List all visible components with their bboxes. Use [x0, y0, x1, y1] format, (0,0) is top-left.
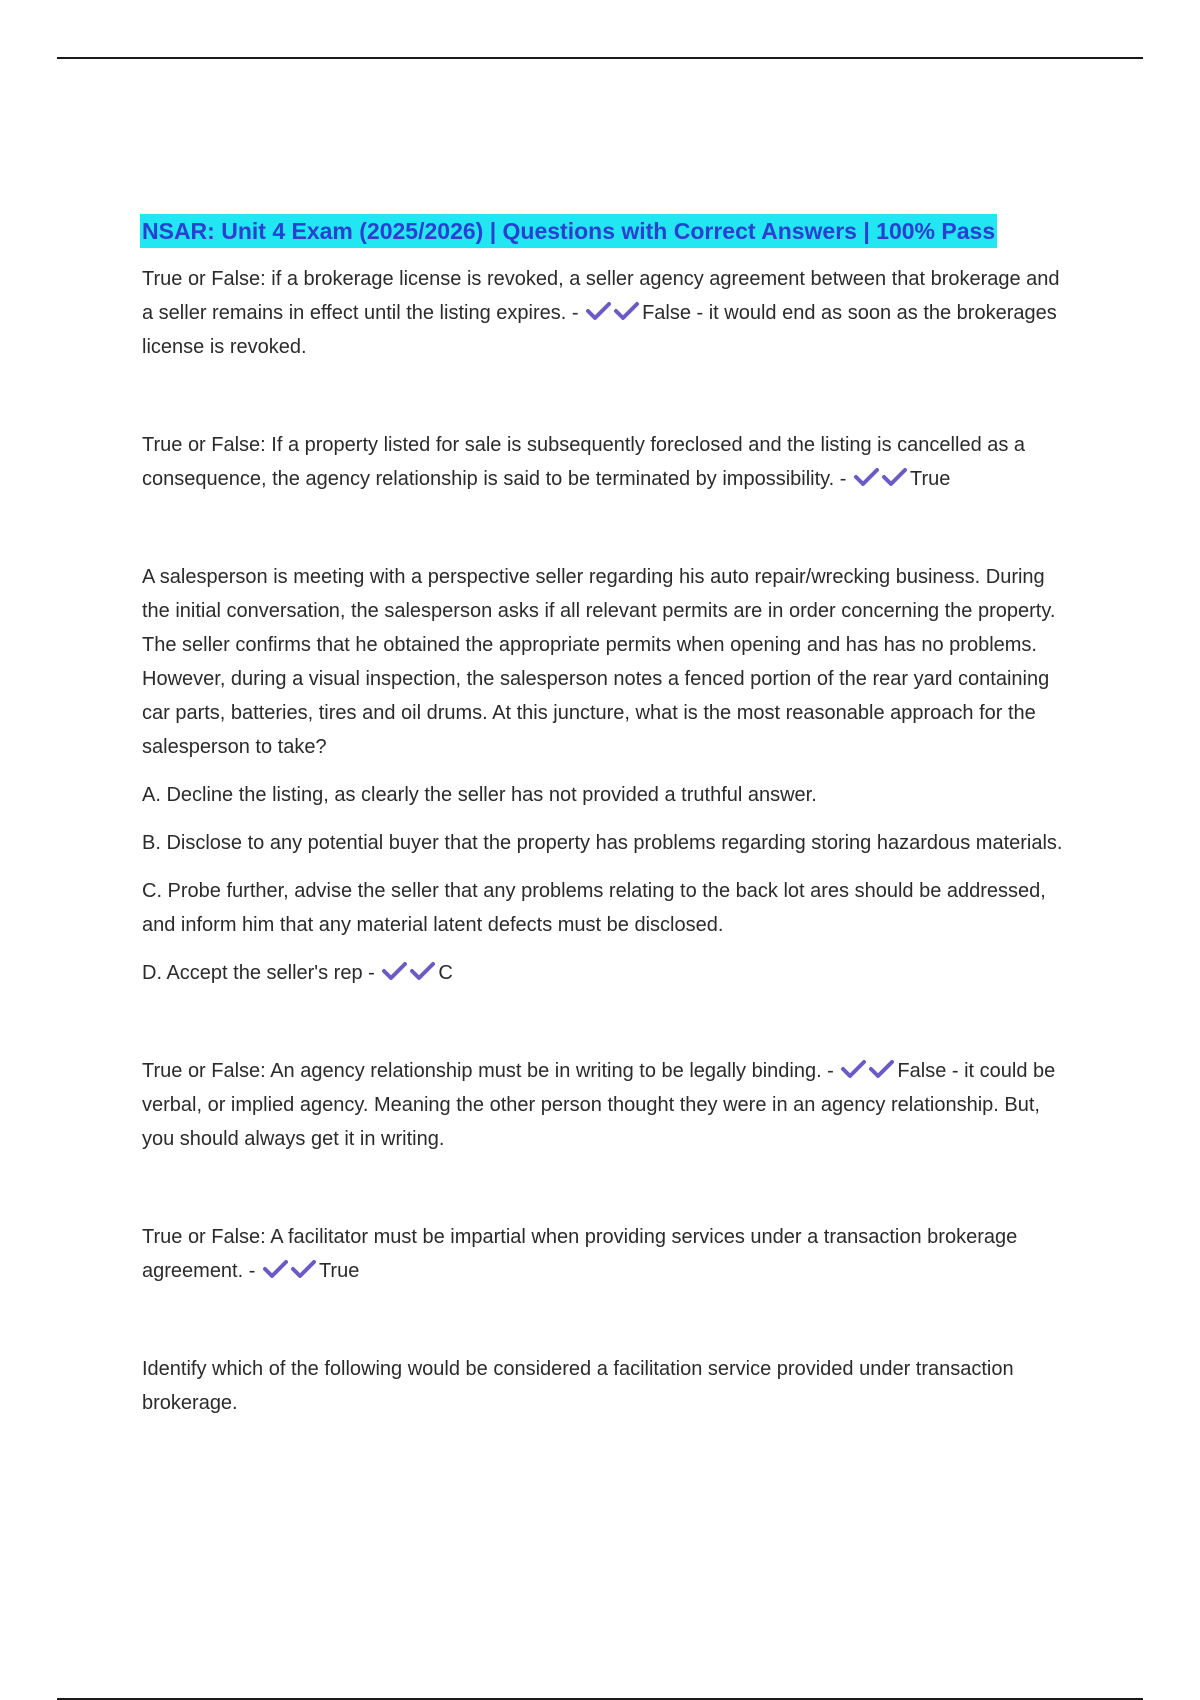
- double-check-icon: [840, 1058, 896, 1080]
- qa-item-1: [142, 262, 1072, 364]
- document-body: [142, 214, 1072, 1420]
- answer-text: C: [438, 962, 453, 984]
- question-text: Identify which of the following would be considered a facilitation service provided under transaction brokerage.: [142, 1358, 1014, 1414]
- answer-text: False - it could be verbal, or implied agency. Meaning the other person thought they were in an agency relationship. But, you should always get it in writing.: [142, 1060, 1056, 1150]
- document-title: NSAR: Unit 4 Exam (2025/2026) | Questions with Correct Answers | 100% Pass: [140, 214, 997, 248]
- answer-text: True: [910, 468, 951, 490]
- header-rule: [57, 57, 1143, 59]
- answer-text: True: [318, 1260, 360, 1282]
- option-d: [142, 956, 1072, 990]
- double-check-icon: [381, 960, 437, 982]
- qa-item-4: [142, 1054, 1072, 1156]
- double-check-icon: [585, 300, 641, 322]
- qa-item-2: [142, 428, 1072, 496]
- qa-item-3: [142, 560, 1072, 764]
- double-check-icon: [262, 1258, 318, 1280]
- qa-item-6: [142, 1352, 1072, 1420]
- option-a: A. Decline the listing, as clearly the seller has not provided a truthful answer.: [142, 784, 817, 806]
- qa-item-5: [142, 1220, 1072, 1288]
- option-d-text: D. Accept the seller's rep -: [142, 962, 375, 984]
- question-text: True or False: if a brokerage license is revoked, a seller agency agreement between that brokerage and a seller remains in effect until the listing expires. -: [142, 268, 1060, 324]
- question-text: A salesperson is meeting with a perspective seller regarding his auto repair/wrecking business. During the initial conversation, the salesperson asks if all relevant permits are in order concerning the property. The seller confirms that he obtained the appropriate permits when opening and has has no problems. However, during a visual inspection, the salesperson notes a fenced portion of the rear yard containing car parts, batteries, tires and oil drums. At this juncture, what is the most reasonable approach for the salesperson to take?: [142, 566, 1056, 758]
- question-text: True or False: A facilitator must be impartial when providing services under a transaction brokerage agreement. -: [142, 1226, 1018, 1282]
- answer-text: False - it would end as soon as the brokerages license is revoked.: [142, 302, 1057, 358]
- double-check-icon: [853, 466, 909, 488]
- question-text: True or False: An agency relationship must be in writing to be legally binding. -: [142, 1060, 834, 1082]
- option-b: B. Disclose to any potential buyer that the property has problems regarding storing hazardous materials.: [142, 832, 1063, 854]
- question-text: True or False: If a property listed for sale is subsequently foreclosed and the listing is cancelled as a consequence, the agency relationship is said to be terminated by impossibility. -: [142, 434, 1026, 490]
- option-c: C. Probe further, advise the seller that any problems relating to the back lot ares should be addressed, and inform him that any material latent defects must be disclosed.: [142, 880, 1046, 936]
